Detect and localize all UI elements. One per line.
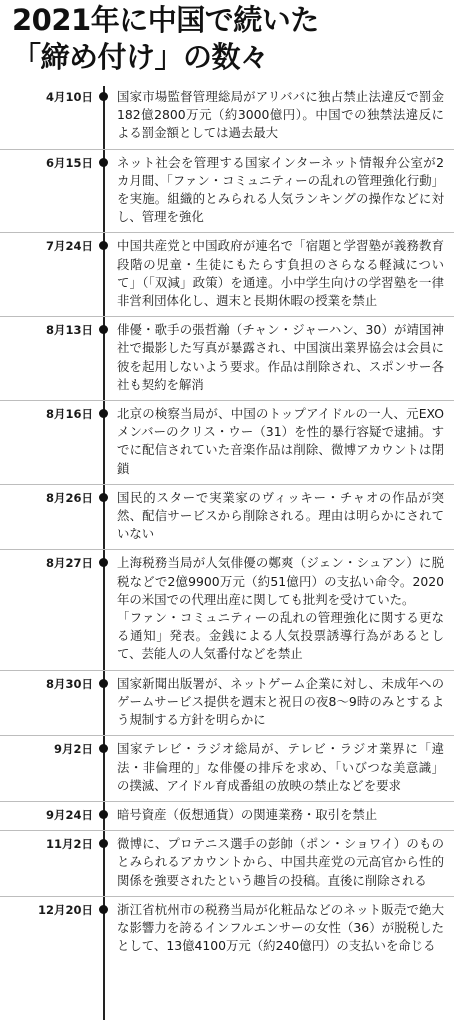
entry-text: 国民的スターで実業家のヴィッキー・チャオの作品が突然、配信サービスから削除される。理由は明らかにされていない: [117, 489, 444, 542]
entry-date: 7月24日: [45, 239, 93, 254]
timeline-entry: [0, 150, 454, 234]
entry-text: 俳優・歌手の張哲瀚（チャン・ジャーハン、30）が靖国神社で撮影した写真が暴露され、中国演出業界協会は会員に彼を起用しないよう要求。作品は削除され、スポンサー各社も契約を解消: [117, 322, 444, 392]
timeline-entry: [0, 550, 454, 670]
entry-date: 11月2日: [45, 837, 93, 852]
entry-date: 6月15日: [45, 155, 93, 170]
timeline-dot-icon: [99, 325, 108, 334]
timeline-entry: [0, 84, 454, 150]
timeline-entry: [0, 401, 454, 485]
entry-date: 4月10日: [45, 90, 93, 104]
entry-text: 中国共産党と中国政府が連名で「宿題と学習塾が義務教育段階の児童・生徒にもたらす負担のさらなる軽減について」（「双減」政策）を通達。小中学生向けの学習塾を一律非営利団体化し、週末と長期休暇の授業を禁止: [117, 238, 444, 309]
entry-text: 暗号資産（仮想通貨）の関連業務・取引を禁止: [117, 806, 378, 822]
title-line-2: 「締め付け」の数々: [12, 40, 269, 74]
entry-text: 微博に、プロテニス選手の彭帥（ポン・ショワイ）のものとみられるアカウントから、中国共産党の元高官から性的関係を強要されたという趣旨の投稿。直後に削除される: [117, 836, 444, 888]
timeline-entry: [0, 897, 454, 962]
timeline-dot-icon: [99, 744, 108, 753]
timeline-dot-icon: [99, 493, 108, 502]
entry-text: 国家新聞出版署が、ネットゲーム企業に対し、未成年へのゲームサービス提供を週末と祝日の夜8〜9時のみとするよう規制する方針を明らかに: [117, 675, 444, 728]
timeline-entry: [0, 831, 454, 897]
entry-text: 国家市場監督管理総局がアリババに独占禁止法違反で罰金182億2800万元（約3000億円）。中国での独禁法違反による罰金額としては過去最大: [117, 89, 444, 141]
timeline-entry: [0, 802, 454, 831]
timeline-dot-icon: [99, 92, 108, 101]
timeline-dot-icon: [99, 905, 108, 914]
timeline-entry: [0, 671, 454, 737]
timeline-entry: [0, 736, 454, 802]
entry-date: 12月20日: [37, 902, 93, 917]
entry-text: 浙江省杭州市の税務当局が化粧品などのネット販売で絶大な影響力を誇るインフルエンサーの女性（36）が脱税したとして、13億4100万元（約240億円）の支払いを命じる: [117, 901, 444, 954]
entry-text: 国家テレビ・ラジオ総局が、テレビ・ラジオ業界に「違法・非倫理的」な俳優の排斥を求め、「いびつな美意識」の撲滅、アイドル育成番組の放映の禁止などを要求: [117, 741, 444, 793]
entry-text: ネット社会を管理する国家インターネット情報弁公室が2カ月間、「ファン・コミュニティーの乱れの管理強化行動」を実施。組織的とみられる人気ランキングの操作などに対し、管理を強化: [117, 154, 444, 225]
entry-date: 8月13日: [45, 323, 93, 338]
page-title: [12, 2, 319, 76]
entry-date: 9月24日: [45, 807, 93, 822]
timeline-dot-icon: [99, 679, 108, 688]
timeline-entry: [0, 317, 454, 401]
timeline-entry: [0, 485, 454, 551]
timeline-dot-icon: [99, 409, 108, 418]
timeline-dot-icon: [99, 810, 108, 819]
entry-date: 8月26日: [45, 490, 93, 505]
entry-text: 北京の検察当局が、中国のトップアイドルの一人、元EXOメンバーのクリス・ウー（31）を性的暴行容疑で逮捕。すでに配信されていた音楽作品は削除、微博アカウントは閉鎖: [117, 406, 444, 476]
entry-date: 8月30日: [45, 676, 93, 691]
timeline-dot-icon: [99, 241, 108, 250]
entry-date: 9月2日: [53, 742, 93, 757]
title-line-1: 2021年に中国で続いた: [12, 3, 319, 37]
timeline-entry: [0, 233, 454, 317]
timeline-dot-icon: [99, 158, 108, 167]
entry-date: 8月16日: [45, 407, 93, 422]
timeline-dot-icon: [99, 839, 108, 848]
timeline-dot-icon: [99, 558, 108, 567]
timeline-list: [0, 84, 454, 961]
entry-date: 8月27日: [45, 556, 93, 571]
entry-text: 上海税務当局が人気俳優の鄭爽（ジェン・シュアン）に脱税などで2億9900万元（約51億円）の支払い命令。2020年の米国での代理出産に関しても批判を受けていた。 「ファン・コミュニティーの乱れの管理強化に関する更なる通知」発表。金銭による人気投票誘導行為があるとして、芸能人の人気番付などを禁止: [117, 555, 444, 662]
